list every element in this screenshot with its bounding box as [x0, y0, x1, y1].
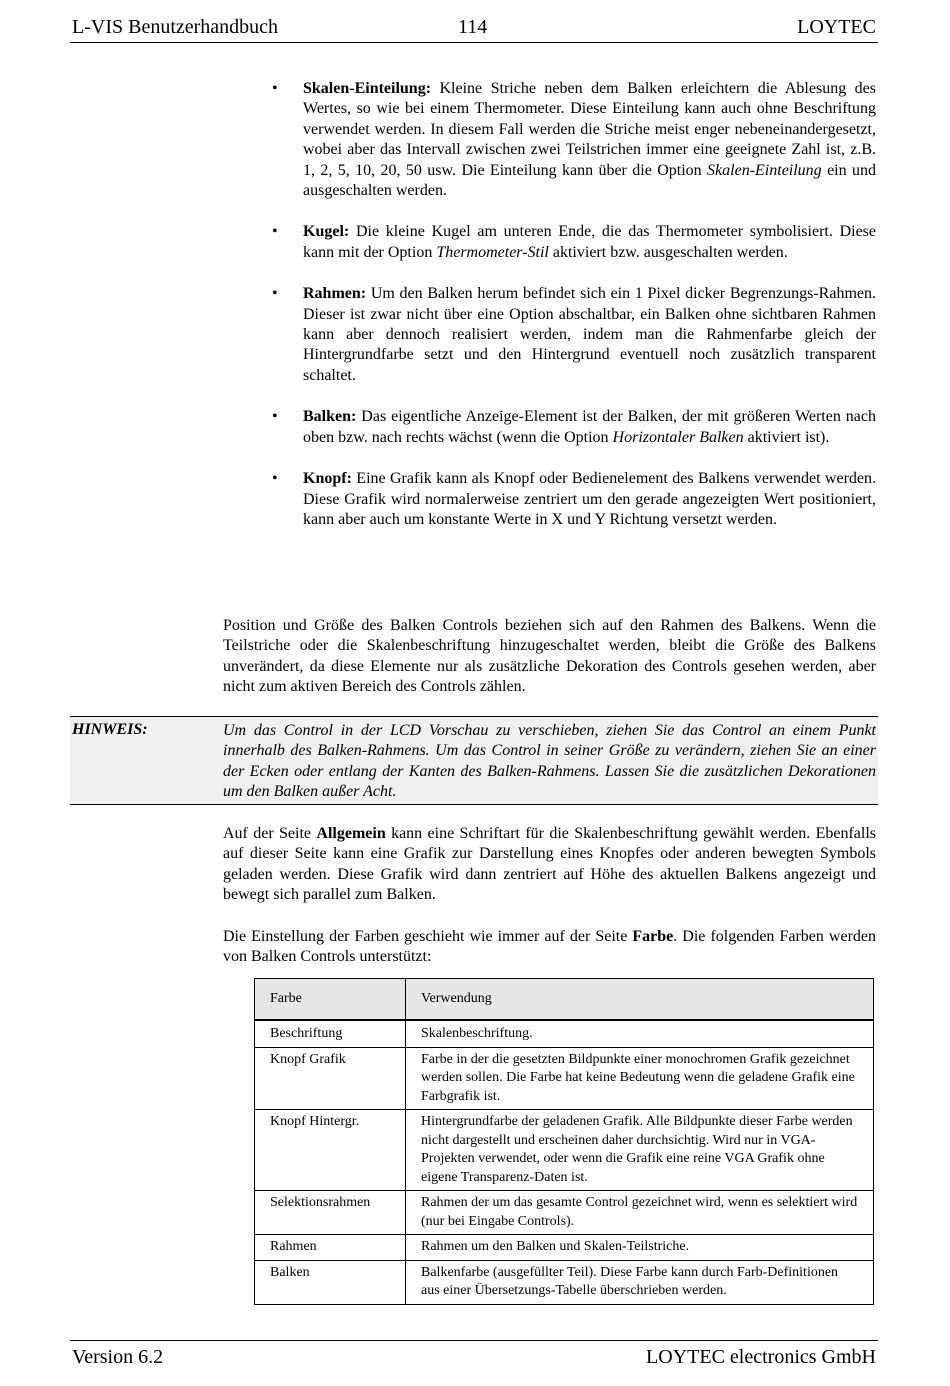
table-cell-farbe: Rahmen: [255, 1235, 406, 1261]
note-text: Um das Control in der LCD Vorschau zu verschieben, ziehen Sie das Control an einem Punkt innerhalb des Balken-Rahmens. Um das Control in seiner Größe zu verändern, ziehen Sie an einer der Ecken oder entlang der Kanten des Balken-Rahmens. Lassen Sie die zusätzlichen Dekorationen um den Balken außer Acht.: [223, 722, 876, 801]
table-row: [255, 1020, 874, 1047]
note-label: HINWEIS:: [72, 721, 148, 738]
footer-company: LOYTEC electronics GmbH: [646, 1346, 876, 1368]
table-cell-verwendung: Farbe in der die gesetzten Bildpunkte einer monochromen Grafik gezeichnet werden sollen. Die Farbe hat keine Bedeutung wenn die geladene Grafik eine Farbgrafik ist.: [406, 1047, 874, 1110]
list-item-term: Rahmen:: [303, 285, 367, 303]
paragraph-farbe: [223, 927, 876, 968]
table-cell-farbe: Balken: [255, 1260, 406, 1304]
list-item-text: aktiviert ist).: [747, 428, 830, 446]
list-item-rahmen: [272, 284, 876, 386]
paragraph-text: . Die folgenden Farben werden von Balken Controls unterstützt:: [223, 928, 877, 966]
option-name: Skalen-Einteilung: [707, 161, 822, 179]
paragraph-text: kann eine Schriftart für die Skalenbeschriftung gewählt werden. Ebenfalls auf dieser Seite kann eine Grafik zur Darstellung eines Knopfes oder anderen bewegten Symbols geladen werden. Diese Grafik wird dann zentriert auf Höhe des aktuellen Balkens angezeigt und bewegt sich parallel zum Balken.: [223, 825, 876, 904]
list-item-skalen-einteilung: [272, 79, 876, 201]
column-header-farbe: Farbe: [255, 979, 406, 1021]
list-item-term: Kugel:: [303, 223, 350, 241]
paragraph-text: Auf der Seite: [223, 825, 312, 842]
list-item-text: Kleine Striche neben dem Balken erleichtern die Ablesung des Wertes, so wie bei einem Thermometer. Diese Einteilung kann auch ohne Beschriftung verwendet werden. In diesem Fall werden die Striche meist enger nebeneinandergesetzt, wobei aber das Intervall zwischen zwei Teilstrichen immer eine geeignete Zahl ist, z.B. 1, 2, 5, 10, 20, 50 usw. Die Einteilung kann über die Option: [303, 80, 876, 179]
option-name: Horizontaler Balken: [612, 428, 744, 446]
list-item-balken: [272, 407, 876, 448]
list-item-text: Das eigentliche Anzeige-Element ist der Balken, der mit größeren Werten nach oben bzw. nach rechts wächst (wenn die Option: [303, 408, 876, 446]
table-header-row: [255, 979, 874, 1021]
list-item-text: ein und ausgeschalten werden.: [303, 161, 877, 200]
table-row: [255, 1191, 874, 1235]
paragraph-text: Die Einstellung der Farben geschieht wie immer auf der Seite: [223, 928, 628, 945]
table-cell-verwendung: Balkenfarbe (ausgefüllter Teil). Diese Farbe kann durch Farb-Definitionen aus einer Übersetzungs-Tabelle überschrieben werden.: [406, 1260, 874, 1304]
list-item-term: Knopf:: [303, 470, 352, 488]
table-row: [255, 1235, 874, 1261]
page-name-farbe: Farbe: [632, 928, 674, 945]
header-company: LOYTEC: [797, 16, 876, 38]
option-name: Thermometer-Stil: [436, 243, 549, 261]
table-cell-farbe: Knopf Grafik: [255, 1047, 406, 1110]
table-cell-verwendung: Hintergrundfarbe der geladenen Grafik. Alle Bildpunkte dieser Farbe werden nicht dargestellt und erscheinen daher durchsichtig. Wird nur in VGA-Projekten verwendet, oder wenn die Grafik eine reine VGA Grafik ohne eigene Transparenz-Daten ist.: [406, 1110, 874, 1191]
table-cell-verwendung: Rahmen um den Balken und Skalen-Teilstriche.: [406, 1235, 874, 1261]
list-item-kugel: [272, 222, 876, 263]
table-cell-verwendung: Rahmen der um das gesamte Control gezeichnet wird, wenn es selektiert wird (nur bei Eingabe Controls).: [406, 1191, 874, 1235]
list-item-text: Die kleine Kugel am unteren Ende, die das Thermometer symbolisiert. Diese kann mit der Option: [303, 223, 877, 261]
list-item-text: Eine Grafik kann als Knopf oder Bedienelement des Balkens verwendet werden. Diese Grafik wird normalerweise zentriert um den gerade angezeigten Wert positioniert, kann aber auch um konstante Werte in X und Y Richtung versetzt werden.: [303, 470, 876, 528]
colors-table: [254, 978, 874, 1305]
column-header-verwendung: Verwendung: [406, 979, 874, 1021]
paragraph-allgemein: [223, 824, 876, 906]
table-row: [255, 1260, 874, 1304]
element-list: [272, 79, 876, 530]
table-cell-verwendung: Skalenbeschriftung.: [406, 1020, 874, 1047]
table-row: [255, 1110, 874, 1191]
list-item-text: Um den Balken herum befindet sich ein 1 Pixel dicker Begrenzungs-Rahmen. Dieser ist zwar nicht über eine Option abschaltbar, ein Balken ohne sichtbaren Rahmen kann aber dennoch realisiert werden, indem man die Rahmenfarbe gleich der Hintergrundfarbe setzt und den Hintergrund eventuell noch zusätzlich transparent schaltet.: [303, 285, 877, 384]
page-footer: [70, 1340, 878, 1371]
page-number: 114: [458, 16, 488, 38]
list-item-knopf: [272, 469, 876, 530]
table-cell-farbe: Knopf Hintergr.: [255, 1110, 406, 1191]
header-title: L-VIS Benutzerhandbuch: [72, 16, 279, 38]
list-item-text: aktiviert bzw. ausgeschalten werden.: [552, 243, 788, 261]
note-box: [70, 716, 878, 805]
footer-version: Version 6.2: [72, 1346, 164, 1368]
paragraph-position: Position und Größe des Balken Controls beziehen sich auf den Rahmen des Balkens. Wenn die Teilstriche oder die Skalenbeschriftung hinzugeschaltet werden, bleibt die Größe des Balkens unverändert, da diese Elemente nur als zusätzliche Dekoration des Controls gesehen werden, aber nicht zum aktiven Bereich des Controls zählen.: [223, 617, 876, 696]
table-cell-farbe: Beschriftung: [255, 1020, 406, 1047]
page-name-allgemein: Allgemein: [316, 825, 386, 842]
list-item-term: Balken:: [303, 408, 357, 426]
table-row: [255, 1047, 874, 1110]
page-header: [70, 14, 878, 43]
list-item-term: Skalen-Einteilung:: [303, 80, 432, 97]
table-cell-farbe: Selektionsrahmen: [255, 1191, 406, 1235]
